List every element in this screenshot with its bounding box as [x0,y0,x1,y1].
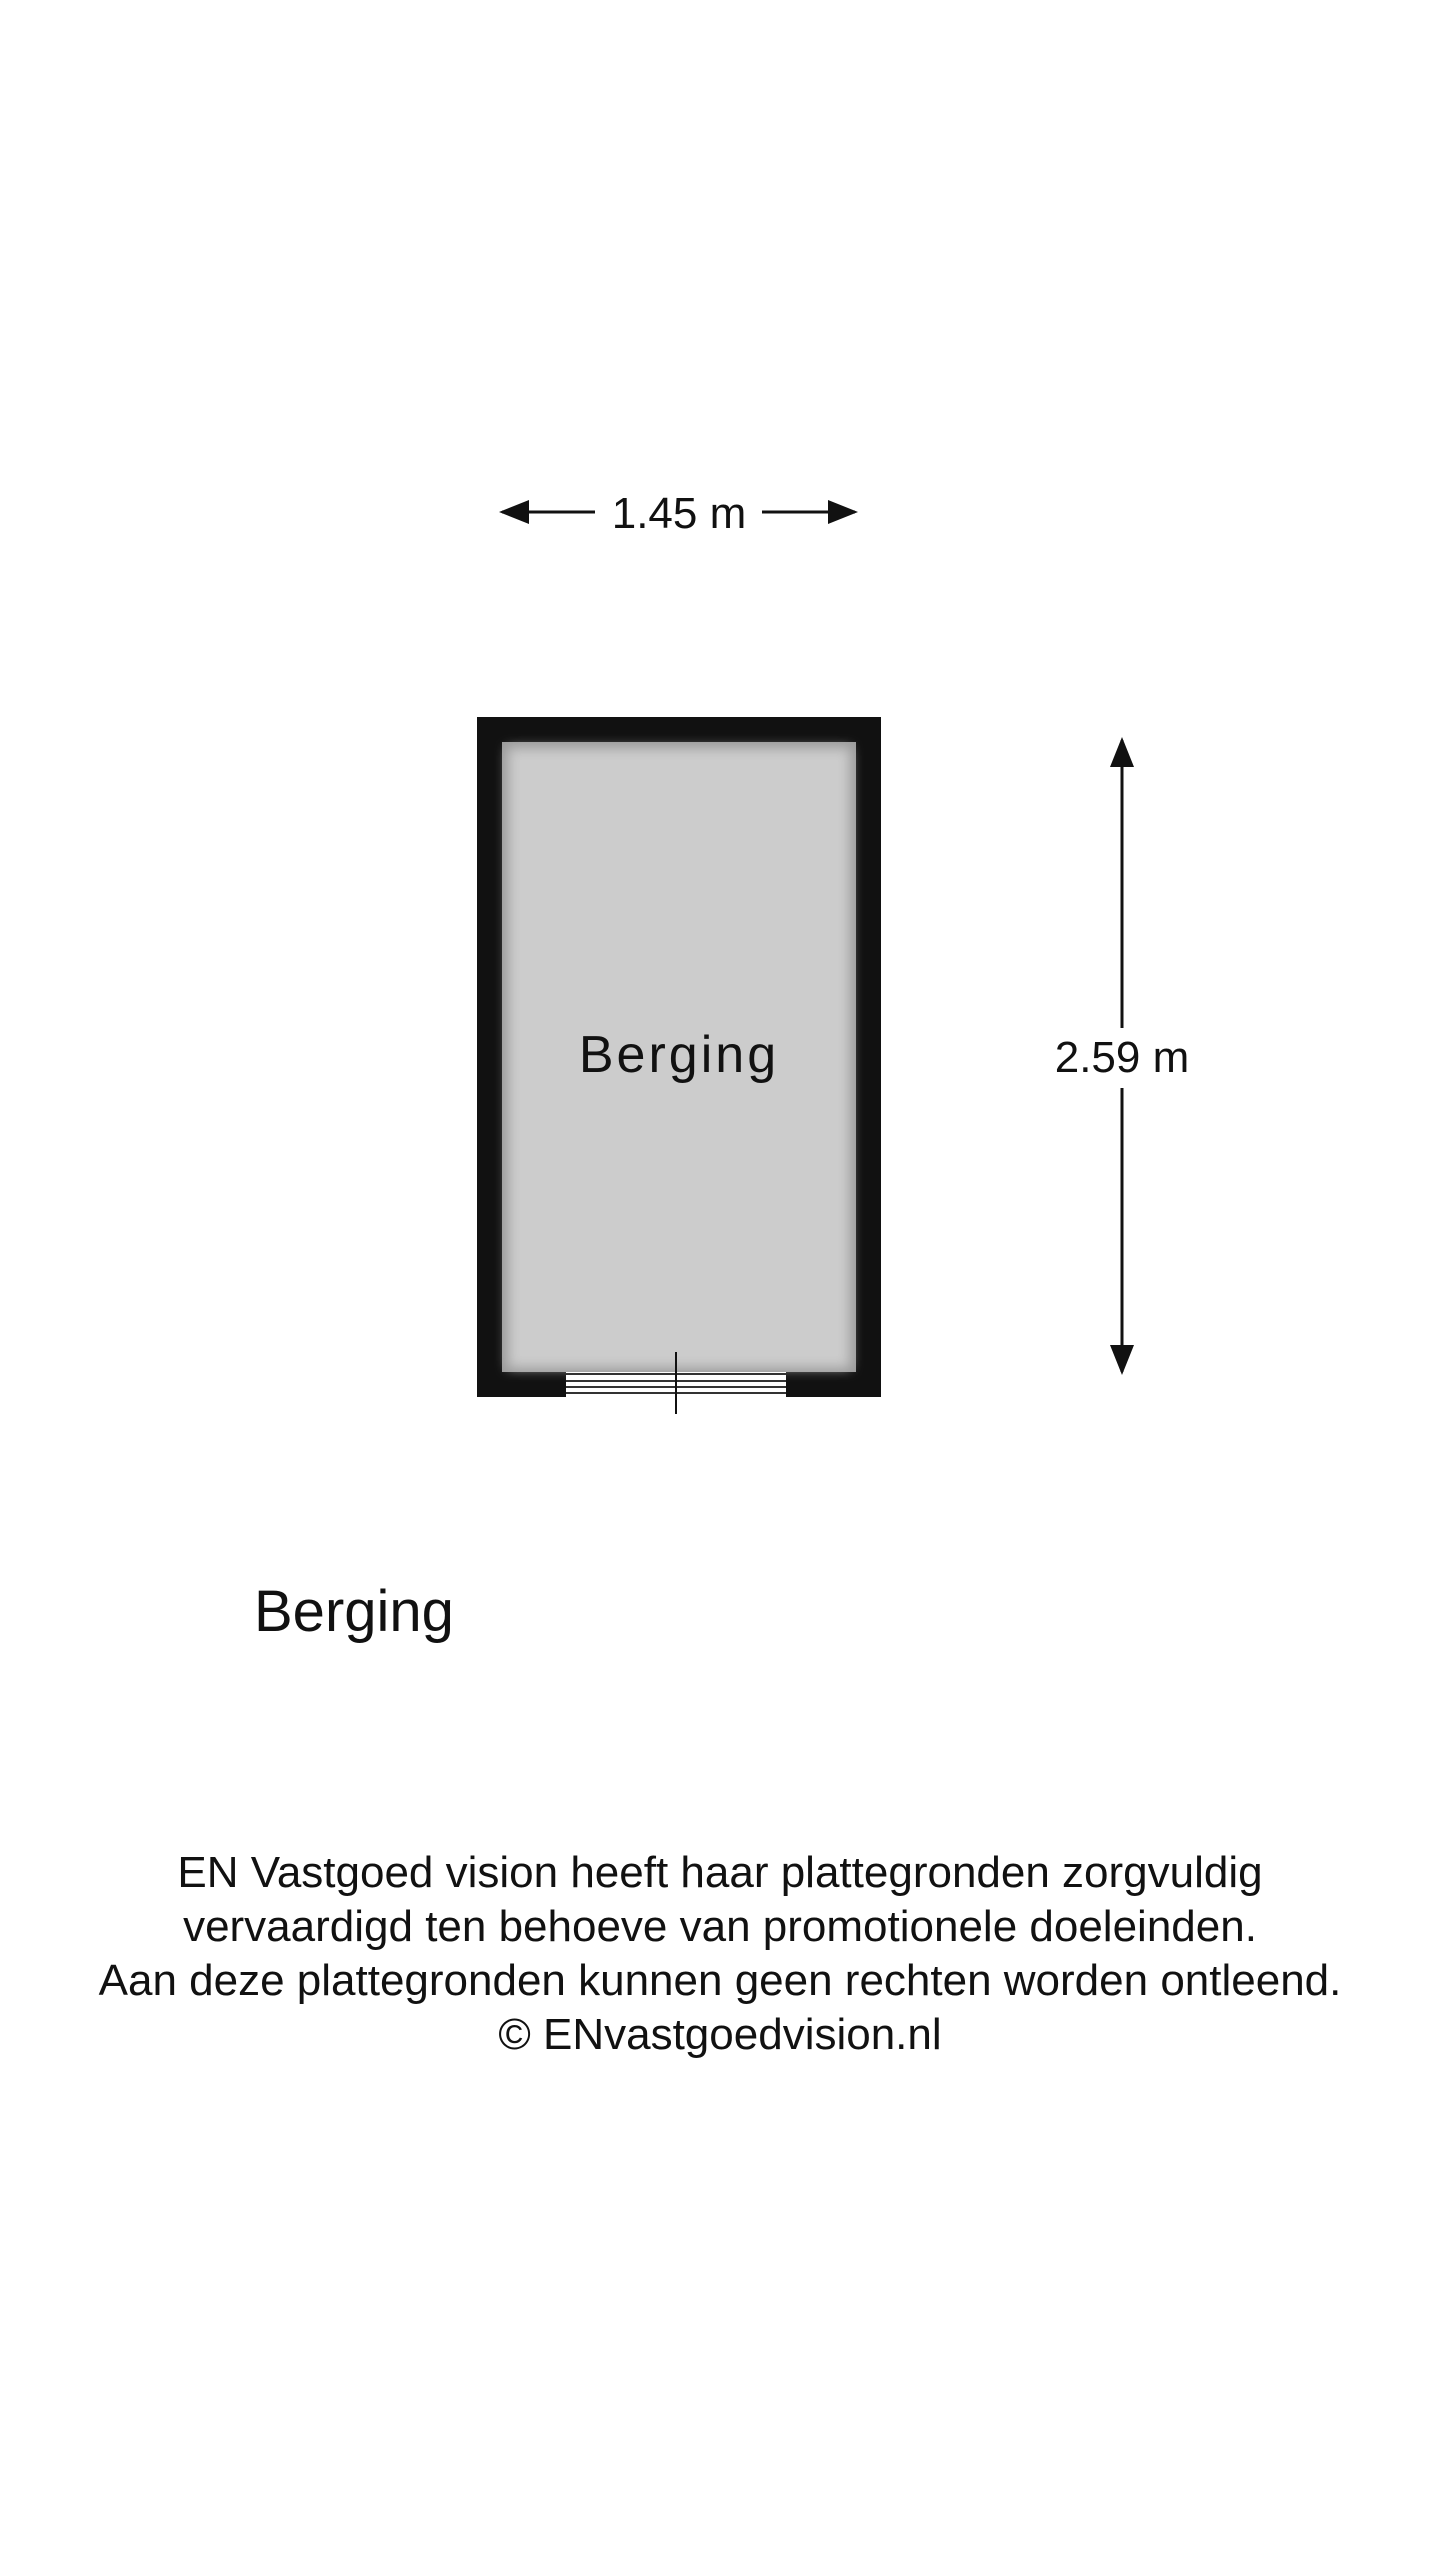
copyright-line: © ENvastgoedvision.nl [498,2010,942,2059]
plan-title: Berging [254,1579,454,1644]
width-dimension [502,489,855,538]
disclaimer-line: vervaardigd ten behoeve van promotionele doeleinden. [183,1902,1257,1951]
depth-dimension-label: 2.59 m [1054,1033,1190,1082]
disclaimer-line: Aan deze plattegronden kunnen geen rechten worden ontleend. [98,1956,1342,2005]
disclaimer [0,1846,1440,2062]
depth-dimension [1055,740,1190,1372]
disclaimer-line: EN Vastgoed vision heeft haar plattegronden zorgvuldig [177,1848,1263,1897]
room-label: Berging [578,1026,780,1084]
width-dimension-label: 1.45 m [611,489,747,538]
room-berging [477,717,881,1397]
